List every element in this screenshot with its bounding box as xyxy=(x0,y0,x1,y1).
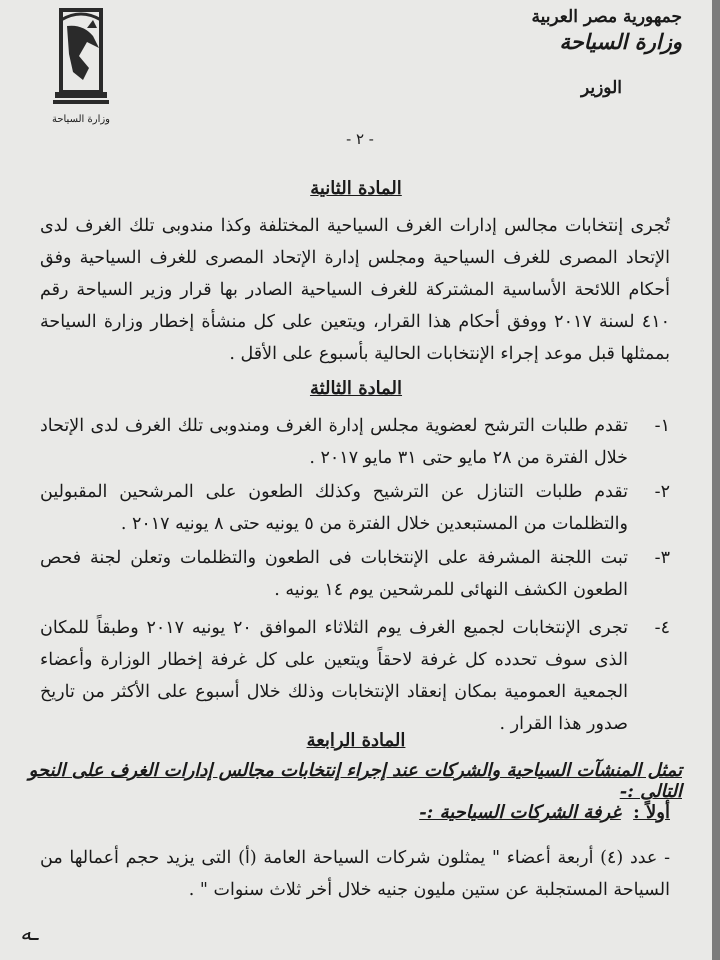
item-number: ٤- xyxy=(654,618,670,638)
article-3-item-3 xyxy=(40,542,670,606)
article-3-item-2 xyxy=(40,476,670,540)
country-name: جمهورية مصر العربية xyxy=(531,7,682,27)
article-4-title: المادة الرابعة xyxy=(306,730,406,751)
first-label: أولاً : xyxy=(633,802,670,823)
article-4-bullet: - عدد (٤) أربعة أعضاء " يمثلون شركات السياحة العامة (أ) التى يزيد حجم أعمالها من السياحة المستجلبة عن ستين مليون جنيه خلال أخر ثلاث سنوات " . xyxy=(40,848,670,900)
ministry-logo-icon xyxy=(53,6,109,106)
companies-chamber-title: غرفة الشركات السياحية :- xyxy=(419,802,621,823)
page-number: - ٢ - xyxy=(346,130,374,148)
article-4-subheading xyxy=(419,802,670,823)
item-number: ٢- xyxy=(654,482,670,502)
minister-title: الوزير xyxy=(580,78,622,99)
letterhead xyxy=(462,6,682,99)
item-text: تبت اللجنة المشرفة على الإنتخابات فى الطعون والتظلمات وتعلن لجنة فحص الطعون الكشف النهائى للمرشحين يوم ١٤ يونيه . xyxy=(40,548,628,600)
ministry-logo xyxy=(36,6,126,125)
item-text: تجرى الإنتخابات لجميع الغرف يوم الثلاثاء الموافق ٢٠ يونيه ٢٠١٧ وطبقاً للمكان الذى سوف تحدده كل غرفة لاحقاً ويتعين على كل غرفة إخطار الوزارة وأعضاء الجمعية العمومية بمكان إنعقاد الإنتخابات وذلك خلال أسبوع على الأكثر من تاريخ صدور هذا القرار . xyxy=(40,618,628,734)
item-number: ١- xyxy=(654,416,670,436)
item-number: ٣- xyxy=(654,548,670,568)
item-text: تقدم طلبات الترشح لعضوية مجلس إدارة الغرف ومندوبى تلك الغرف لدى الإتحاد خلال الفترة من ٢٨ مايو حتى ٣١ مايو ٢٠١٧ . xyxy=(40,416,628,468)
article-2-body: تُجرى إنتخابات مجالس إدارات الغرف السياحية المختلفة وكذا مندوبى تلك الغرف لدى الإتحاد المصرى للغرف السياحية ومجلس إدارة الإتحاد المصرى للغرف السياحية وفق أحكام اللائحة الأساسية المشتركة للغرف السياحية الصادر بها قرار وزير السياحة رقم ٤١٠ لسنة ٢٠١٧ ووفق أحكام هذا القرار، ويتعين على كل منشأة إخطار وزارة السياحة بممثلها قبل موعد إجراء الإنتخابات الحالية بأسبوع على الأقل . xyxy=(40,216,670,364)
continuation-mark: ـه xyxy=(20,921,39,946)
item-text: تقدم طلبات التنازل عن الترشيح وكذلك الطعون على المرشحين المقبولين والتظلمات من المستبعدين خلال الفترة من ٥ يونيه حتى ٨ يونيه ٢٠١٧ . xyxy=(40,482,628,534)
article-3-item-4 xyxy=(40,612,670,740)
ministry-name: وزارة السياحة xyxy=(559,29,682,55)
article-3-item-1 xyxy=(40,410,670,474)
article-2-title: المادة الثانية xyxy=(310,178,402,199)
article-4-intro: تمثل المنشآت السياحية والشركات عند إجراء إنتخابات مجالس إدارات الغرف على النحو التالى :- xyxy=(28,760,682,802)
logo-caption: وزارة السياحة xyxy=(51,114,111,125)
article-3-title: المادة الثالثة xyxy=(309,378,403,399)
